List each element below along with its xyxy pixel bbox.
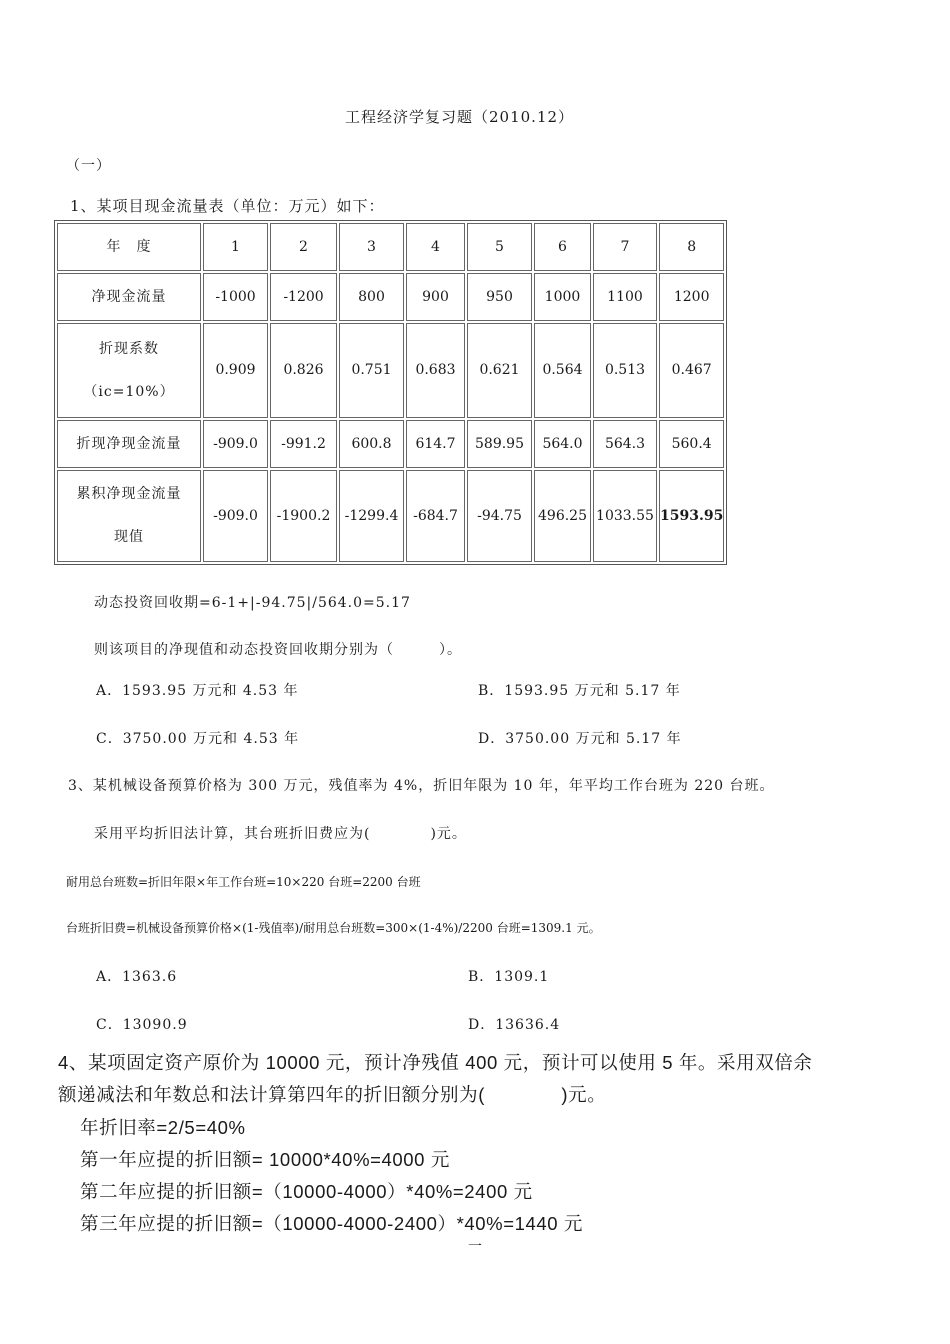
table-row <box>57 470 724 562</box>
table-row <box>57 223 724 271</box>
row-header-line1: 累积净现金流量 <box>76 486 182 503</box>
q3-option-a: A．1363.6 <box>96 969 178 985</box>
value-cell: -1000 <box>203 273 268 321</box>
q1-calc: 动态投资回收期=6-1+|-94.75|/564.0=5.17 <box>94 595 411 611</box>
value-cell: 1200 <box>659 273 724 321</box>
value-cell: 1000 <box>534 273 591 321</box>
year-cell: 5 <box>467 223 532 271</box>
q1-option-c: C．3750.00 万元和 4.53 年 <box>96 731 300 747</box>
row-header <box>57 470 201 562</box>
year-cell: 3 <box>339 223 404 271</box>
value-cell: 0.564 <box>534 323 591 418</box>
value-cell: 589.95 <box>467 420 532 468</box>
year-cell: 2 <box>270 223 337 271</box>
value-cell: 0.467 <box>659 323 724 418</box>
value-cell: 800 <box>339 273 404 321</box>
table-row <box>57 273 724 321</box>
year-cell: 4 <box>406 223 465 271</box>
value-cell: 900 <box>406 273 465 321</box>
q4-year1: 第一年应提的折旧额= 10000*40%=4000 元 <box>80 1149 450 1170</box>
value-cell: 560.4 <box>659 420 724 468</box>
value-cell: -1200 <box>270 273 337 321</box>
value-cell: 0.751 <box>339 323 404 418</box>
row-header-line2: （ic=10%） <box>83 383 175 400</box>
q3-option-d: D．13636.4 <box>468 1017 561 1033</box>
value-cell: -94.75 <box>467 470 532 562</box>
value-cell: 0.826 <box>270 323 337 418</box>
table-row <box>57 420 724 468</box>
value-cell: 600.8 <box>339 420 404 468</box>
page-title: 工程经济学复习题（2010.12） <box>345 108 575 126</box>
row-header-line2: 现值 <box>114 529 144 545</box>
value-cell-highlight: 1593.95 <box>659 470 724 562</box>
value-cell: 0.683 <box>406 323 465 418</box>
q1-stem: 1、某项目现金流量表（单位：万元）如下： <box>70 197 385 215</box>
q3-option-b: B．1309.1 <box>468 969 550 985</box>
value-cell: -684.7 <box>406 470 465 562</box>
value-cell: 564.0 <box>534 420 591 468</box>
year-cell: 6 <box>534 223 591 271</box>
q3-calc1: 耐用总台班数=折旧年限×年工作台班=10×220 台班=2200 台班 <box>66 875 421 889</box>
cash-flow-table <box>54 220 727 565</box>
row-header-line1: 折现系数 <box>99 340 159 357</box>
value-cell: 950 <box>467 273 532 321</box>
q1-question: 则该项目的净现值和动态投资回收期分别为（ ）。 <box>94 642 462 658</box>
row-header: 净现金流量 <box>57 273 201 321</box>
q3-question: 采用平均折旧法计算，其台班折旧费应为( )元。 <box>94 826 467 842</box>
value-cell: -1900.2 <box>270 470 337 562</box>
q4-line2: 额递减法和年数总和法计算第四年的折旧额分别为( )元。 <box>58 1084 607 1105</box>
value-cell: 1100 <box>593 273 657 321</box>
q4-rate: 年折旧率=2/5=40% <box>80 1117 246 1138</box>
value-cell: 496.25 <box>534 470 591 562</box>
value-cell: 0.621 <box>467 323 532 418</box>
value-cell: 1033.55 <box>593 470 657 562</box>
value-cell: -1299.4 <box>339 470 404 562</box>
q3-option-c: C．13090.9 <box>96 1017 188 1033</box>
value-cell: 614.7 <box>406 420 465 468</box>
year-cell: 1 <box>203 223 268 271</box>
row-header <box>57 323 201 418</box>
q3-calc2: 台班折旧费=机械设备预算价格×(1-残值率)/耐用总台班数=300×(1-4%)/2200 台班=1309.1 元。 <box>66 921 601 935</box>
q1-option-a: A．1593.95 万元和 4.53 年 <box>96 683 299 699</box>
value-cell: -991.2 <box>270 420 337 468</box>
q4-year3: 第三年应提的折旧额=（10000-4000-2400）*40%=1440 元 <box>80 1213 584 1234</box>
page-mark: 一 <box>468 1239 483 1255</box>
value-cell: 0.513 <box>593 323 657 418</box>
q3-stem: 3、某机械设备预算价格为 300 万元，残值率为 4%，折旧年限为 10 年，年平均工作台班为 220 台班。 <box>68 778 775 794</box>
q4-year2: 第二年应提的折旧额=（10000-4000）*40%=2400 元 <box>80 1181 533 1202</box>
row-header: 折现净现金流量 <box>57 420 201 468</box>
value-cell: 0.909 <box>203 323 268 418</box>
year-cell: 7 <box>593 223 657 271</box>
table-row <box>57 323 724 418</box>
value-cell: 564.3 <box>593 420 657 468</box>
q1-option-d: D．3750.00 万元和 5.17 年 <box>478 731 682 747</box>
value-cell: -909.0 <box>203 420 268 468</box>
q4-line1: 4、某项固定资产原价为 10000 元，预计净残值 400 元，预计可以使用 5 年。采用双倍余 <box>58 1052 813 1073</box>
section-label: （一） <box>66 158 111 174</box>
year-cell: 8 <box>659 223 724 271</box>
value-cell: -909.0 <box>203 470 268 562</box>
q1-option-b: B．1593.95 万元和 5.17 年 <box>478 683 681 699</box>
row-header: 年 度 <box>57 223 201 271</box>
